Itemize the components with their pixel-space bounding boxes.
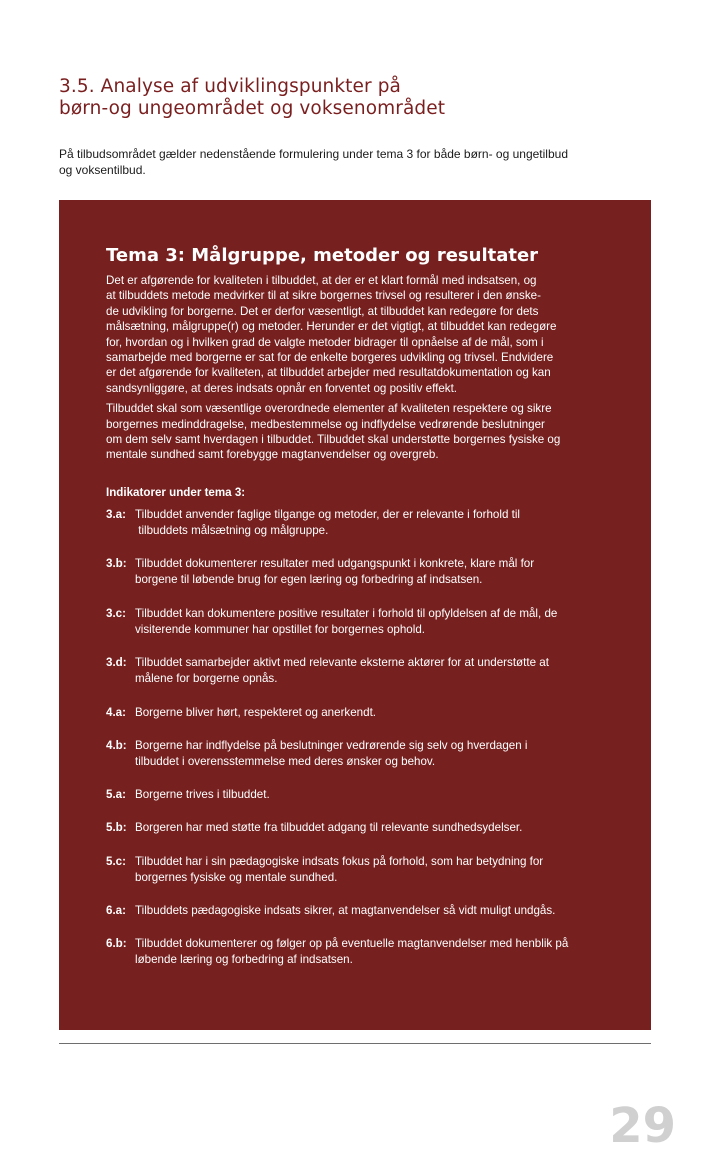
indicator-text <box>135 507 606 539</box>
indicator-line: Borgerne har indflydelse på beslutninger vedrørende sig selv og hverdagen i <box>135 738 528 752</box>
indicator-line: tilbuddets målsætning og målgruppe. <box>135 524 329 538</box>
indicator-code: 3.b: <box>106 557 127 571</box>
indicator-code: 4.b: <box>106 738 127 752</box>
indicator-line: Tilbuddets pædagogiske indsats sikrer, at magtanvendelser så vidt muligt undgås. <box>135 903 556 917</box>
indicator-code: 5.b: <box>106 821 127 835</box>
indicator-text <box>135 655 606 687</box>
paragraph-line: sandsynliggøre, at deres indsats opnår en forventet og positiv effekt. <box>106 381 458 395</box>
indicator-line: Tilbuddet kan dokumentere positive resultater i forhold til opfyldelsen af de mål, de <box>135 606 558 620</box>
indicator-line: Tilbuddet anvender faglige tilgange og metoder, der er relevante i forhold til <box>135 507 520 521</box>
indicator-5c <box>106 854 606 886</box>
paragraph-line: mentale sundhed samt forebygge magtanvendelser og overgreb. <box>106 448 439 462</box>
indicator-line: borgene til løbende brug for egen læring og forbedring af indsatsen. <box>135 573 483 587</box>
indicator-code: 3.d: <box>106 656 127 670</box>
indicator-line: visiterende kommuner har opstillet for borgernes ophold. <box>135 622 425 636</box>
intro-text <box>59 146 649 178</box>
paragraph-line: de udvikling for borgerne. Det er derfor væsentligt, at tilbuddet kan redegøre for dets <box>106 304 539 318</box>
indicator-5a <box>106 787 606 803</box>
indicator-line: Tilbuddet har i sin pædagogiske indsats fokus på forhold, som har betydning for <box>135 854 544 868</box>
theme-title: Tema 3: Målgruppe, metoder og resultater <box>106 245 539 266</box>
theme-paragraph <box>106 273 606 396</box>
indicator-code: 4.a: <box>106 705 126 719</box>
indicator-code: 5.a: <box>106 788 126 802</box>
indicator-line: Borgerne trives i tilbuddet. <box>135 788 270 802</box>
indicator-text <box>135 820 606 836</box>
indicator-4a <box>106 705 606 721</box>
paragraph-line: for, hvordan og i hvilken grad de valgte metoder bidrager til opnåelse af de mål, som i <box>106 335 544 349</box>
indicator-3c <box>106 606 606 638</box>
indicator-line: Tilbuddet dokumenterer og følger op på eventuelle magtanvendelser med henblik på <box>135 937 569 951</box>
indicator-line: løbende læring og forbedring af indsatsen. <box>135 953 353 967</box>
intro-line: På tilbudsområdet gælder nedenstående formulering under tema 3 for både børn- og ungetilbud <box>59 147 568 161</box>
theme-paragraph <box>106 401 606 463</box>
indicator-line: borgernes fysiske og mentale sundhed. <box>135 870 338 884</box>
indicator-text <box>135 854 606 886</box>
paragraph-line: samarbejde med borgerne er sat for de enkelte borgeres udvikling og trivsel. Endvidere <box>106 351 554 365</box>
indicator-text <box>135 936 606 968</box>
indicator-code: 6.a: <box>106 903 126 917</box>
indicator-6b <box>106 936 606 968</box>
indicator-line: målene for borgerne opnås. <box>135 672 278 686</box>
paragraph-line: målsætning, målgruppe(r) og metoder. Herunder er det vigtigt, at tilbuddet kan redegøre <box>106 320 557 334</box>
indicators-heading: Indikatorer under tema 3: <box>106 485 246 499</box>
section-title <box>59 76 659 120</box>
indicator-line: Tilbuddet dokumenterer resultater med udgangspunkt i konkrete, klare mål for <box>135 557 535 571</box>
footer-divider <box>59 1043 651 1044</box>
paragraph-line: Det er afgørende for kvaliteten i tilbuddet, at der er et klart formål med indsatsen, og <box>106 274 537 287</box>
indicator-line: Tilbuddet samarbejder aktivt med relevante eksterne aktører for at understøtte at <box>135 656 549 670</box>
indicator-text <box>135 787 606 803</box>
indicator-5b <box>106 820 606 836</box>
indicator-3d <box>106 655 606 687</box>
indicator-line: Borgerne bliver hørt, respekteret og anerkendt. <box>135 705 377 719</box>
paragraph-line: er det afgørende for kvaliteten, at tilbuddet arbejder med resultatdokumentation og kan <box>106 366 551 380</box>
indicator-4b <box>106 738 606 770</box>
theme-box <box>59 200 651 1030</box>
paragraph-line: at tilbuddets metode medvirker til at sikre borgernes trivsel og resulterer i den ønske- <box>106 289 541 303</box>
indicator-text <box>135 738 606 770</box>
indicator-code: 5.c: <box>106 854 126 868</box>
indicator-text <box>135 705 606 721</box>
indicator-text <box>135 606 606 638</box>
indicator-code: 3.c: <box>106 606 126 620</box>
section-title-line: 3.5. Analyse af udviklingspunkter på <box>59 76 401 97</box>
page-number: 29 <box>609 1098 676 1154</box>
intro-line: og voksentilbud. <box>59 163 146 177</box>
paragraph-line: om dem selv samt hverdagen i tilbuddet. Tilbuddet skal understøtte borgernes fysiske og <box>106 433 561 447</box>
indicator-6a <box>106 903 606 919</box>
section-title-line: børn-og ungeområdet og voksenområdet <box>59 98 446 119</box>
paragraph-line: Tilbuddet skal som væsentlige overordnede elementer af kvaliteten respektere og sikre <box>106 402 552 416</box>
indicator-code: 6.b: <box>106 937 127 951</box>
theme-content <box>106 245 606 986</box>
indicator-text <box>135 556 606 588</box>
paragraph-line: borgernes medinddragelse, medbestemmelse og indflydelse vedrørende beslutninger <box>106 417 545 431</box>
indicator-3b <box>106 556 606 588</box>
indicator-text <box>135 903 606 919</box>
indicator-3a <box>106 507 606 539</box>
indicator-line: Borgeren har med støtte fra tilbuddet adgang til relevante sundhedsydelser. <box>135 821 523 835</box>
indicator-line: tilbuddet i overensstemmelse med deres ønsker og behov. <box>135 754 436 768</box>
indicator-code: 3.a: <box>106 507 126 521</box>
